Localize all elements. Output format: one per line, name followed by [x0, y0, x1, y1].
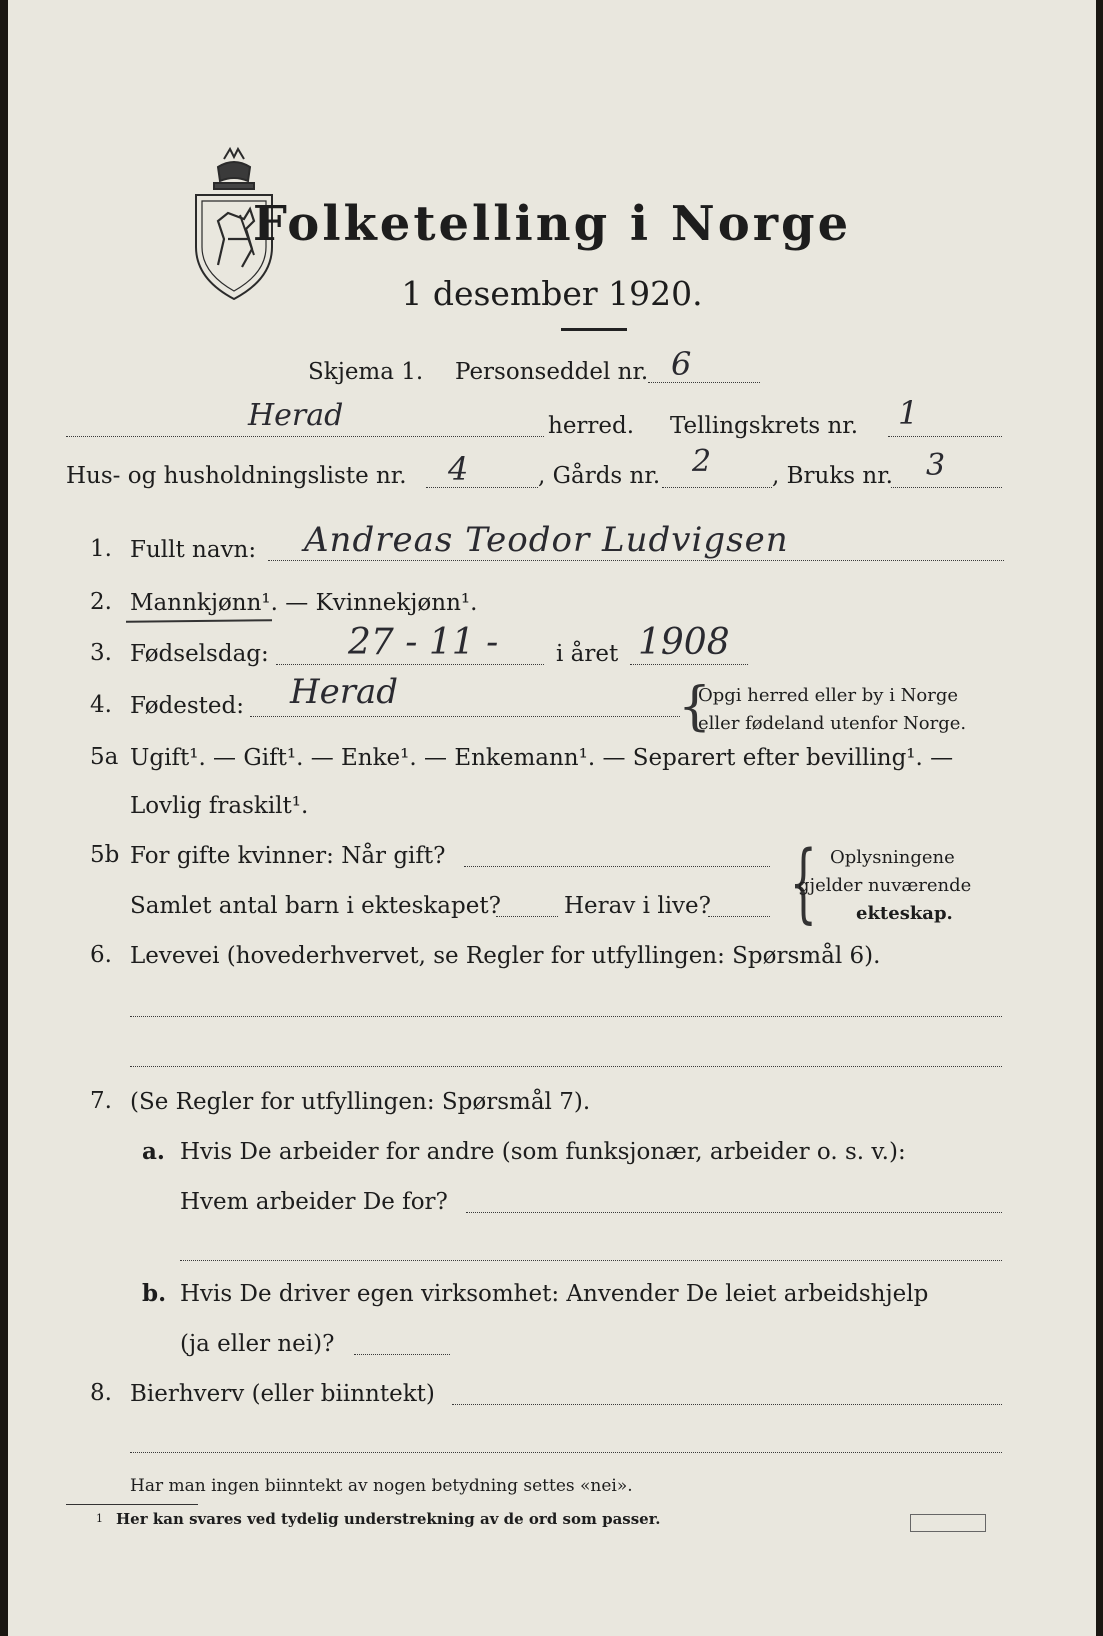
- q5b-note-line3: ekteskap.: [856, 903, 953, 924]
- q7b-line2: (ja eller nei)?: [180, 1331, 335, 1357]
- q4-brace: {: [678, 677, 712, 737]
- tellingskrets-field[interactable]: [888, 436, 1002, 437]
- occupation-field-1[interactable]: [130, 1016, 1002, 1017]
- herred-value: Herad: [248, 398, 344, 433]
- form-date: 1 desember 1920.: [401, 274, 703, 313]
- personseddel-value: 6: [671, 345, 692, 383]
- q4-note-line1: Opgi herred eller by i Norge: [698, 685, 959, 706]
- birthdate-value: 27 - 11 -: [348, 622, 499, 663]
- gender-underline: [126, 619, 272, 623]
- hus-label: Hus- og husholdningsliste nr.: [66, 463, 407, 489]
- employer-field[interactable]: [466, 1212, 1002, 1213]
- secondary-income-field[interactable]: [452, 1404, 1002, 1405]
- tellingskrets-value: 1: [898, 394, 919, 432]
- q5b-note-line2: gjelder nuværende: [798, 875, 972, 896]
- no-income-note: Har man ingen biinntekt av nogen betydning settes «nei».: [130, 1476, 633, 1496]
- q3-number: 3.: [90, 640, 112, 666]
- gards-label: , Gårds nr.: [538, 463, 661, 489]
- q6-label: Levevei (hovederhvervet, se Regler for utfyllingen: Spørsmål 6).: [130, 943, 881, 969]
- employer-field-2[interactable]: [180, 1260, 1002, 1261]
- q3-label: Fødselsdag:: [130, 641, 269, 667]
- year-label: i året: [556, 641, 619, 667]
- q5b-children-label: Samlet antal barn i ekteskapet?: [130, 893, 501, 919]
- herred-field[interactable]: [66, 436, 544, 437]
- form-title: Folketelling i Norge: [252, 196, 852, 252]
- footnote-rule: [66, 1504, 198, 1505]
- married-when-field[interactable]: [464, 866, 770, 867]
- q7a-letter: a.: [142, 1138, 165, 1165]
- q7a-line2: Hvem arbeider De for?: [180, 1189, 448, 1215]
- birthyear-field[interactable]: [630, 664, 748, 665]
- q7-label: (Se Regler for utfyllingen: Spørsmål 7).: [130, 1089, 591, 1115]
- birthyear-value: 1908: [638, 622, 730, 663]
- q7-number: 7.: [90, 1088, 112, 1114]
- q5b-note-line1: Oplysningene: [830, 847, 955, 868]
- gards-field[interactable]: [662, 487, 772, 488]
- footnote-text: Her kan svares ved tydelig understrekning av de ord som passer.: [116, 1510, 661, 1528]
- q5b-number: 5b: [90, 842, 120, 868]
- q5a-options: Ugift¹. — Gift¹. — Enke¹. — Enkemann¹. — Separert efter bevilling¹. —: [130, 745, 954, 771]
- birthplace-field[interactable]: [250, 716, 680, 717]
- q7b-letter: b.: [142, 1280, 167, 1307]
- birthplace-value: Herad: [290, 672, 399, 712]
- q8-number: 8.: [90, 1380, 112, 1406]
- occupation-field-2[interactable]: [130, 1066, 1002, 1067]
- birthdate-field[interactable]: [276, 664, 544, 665]
- q7b-line1: Hvis De driver egen virksomhet: Anvender De leiet arbeidshjelp: [180, 1281, 929, 1307]
- q4-label: Fødested:: [130, 693, 245, 719]
- skjema-label: Skjema 1.: [308, 359, 424, 385]
- q5a-number: 5a: [90, 744, 119, 770]
- bruks-field[interactable]: [891, 487, 1002, 488]
- full-name-field[interactable]: [268, 560, 1004, 561]
- gards-value: 2: [692, 444, 712, 479]
- q5b-married-when: For gifte kvinner: Når gift?: [130, 843, 446, 869]
- q4-number: 4.: [90, 692, 112, 718]
- q2-options: Mannkjønn¹. — Kvinnekjønn¹.: [130, 590, 478, 616]
- bruks-value: 3: [926, 448, 946, 483]
- footnote-mark: 1: [96, 1512, 103, 1525]
- tellingskrets-label: Tellingskrets nr.: [670, 413, 859, 439]
- full-name-value: Andreas Teodor Ludvigsen: [304, 520, 789, 560]
- q8-label: Bierhverv (eller biinntekt): [130, 1381, 435, 1407]
- q1-number: 1.: [90, 536, 112, 562]
- bruks-label: , Bruks nr.: [772, 463, 893, 489]
- personseddel-field[interactable]: [648, 382, 760, 383]
- hus-field[interactable]: [426, 487, 538, 488]
- alive-field[interactable]: [708, 916, 770, 917]
- herred-label: herred.: [548, 413, 635, 439]
- secondary-income-field-2[interactable]: [130, 1452, 1002, 1453]
- q5a-options-line2: Lovlig fraskilt¹.: [130, 793, 309, 819]
- title-divider: [561, 328, 627, 331]
- q7a-line1: Hvis De arbeider for andre (som funksjonær, arbeider o. s. v.):: [180, 1139, 906, 1165]
- printer-stamp: [910, 1514, 986, 1532]
- census-form-sheet: [8, 0, 1096, 1636]
- q6-number: 6.: [90, 942, 112, 968]
- hus-value: 4: [448, 450, 469, 488]
- q1-label: Fullt navn:: [130, 537, 257, 563]
- q2-number: 2.: [90, 589, 112, 615]
- q5b-alive-label: Herav i live?: [564, 893, 711, 919]
- q5b-brace: {: [789, 833, 818, 933]
- hired-help-field[interactable]: [354, 1354, 450, 1355]
- children-field[interactable]: [496, 916, 558, 917]
- q4-note-line2: eller fødeland utenfor Norge.: [698, 713, 967, 734]
- personseddel-label: Personseddel nr.: [455, 359, 649, 385]
